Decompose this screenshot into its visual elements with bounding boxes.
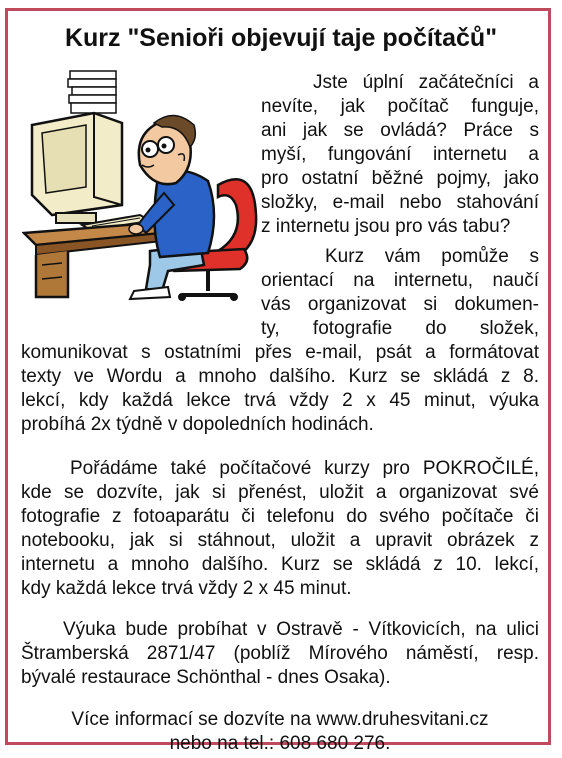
paragraph-4-line: Štramberská 2871/47 (poblíž Mírového náměstí, resp.	[21, 643, 539, 664]
paragraph-1-line: Jste úplní začátečníci a	[313, 72, 539, 93]
paragraph-4-line: bývalé restaurace Schönthal - dnes Osaka).	[21, 667, 391, 688]
paper-stack	[68, 71, 116, 113]
paragraph-3-line: fotografie z fotoaparátu či telefonu do svého počítače či	[21, 506, 539, 527]
contact-phone-line: nebo na tel.: 608 680 276.	[169, 733, 391, 754]
paragraph-2-line: vás organizovat si dokumen-	[261, 294, 539, 315]
paragraph-2-line: Kurz vám pomůže s	[325, 246, 539, 267]
paragraph-2-line: komunikovat s ostatními přes e-mail, psát a formátovat	[21, 342, 539, 363]
paragraph-1-line: složky, e-mail nebo stahování	[261, 192, 539, 213]
paragraph-3-line: kdy každá lekce trvá vždy 2 x 45 minut.	[21, 578, 352, 599]
poster-title: Kurz "Senioři objevují taje počítačů"	[64, 24, 498, 52]
paragraph-3-line: internetu a mnoho dalšího. Kurz se skládá z 10. lekcí,	[21, 554, 539, 575]
poster-frame	[5, 8, 551, 754]
paragraph-1-line: z internetu jsou pro vás tabu?	[261, 216, 511, 237]
monitor	[32, 113, 122, 223]
contact-website-line: Více informací se dozvíte na www.druhesvitani.cz	[71, 709, 489, 730]
paragraph-3-line: notebooku, jak si stáhnout, uložit a upravit obrázek z	[21, 530, 539, 551]
paragraph-2-line: probíhá 2x týdně v dopoledních hodinách.	[21, 414, 374, 435]
paragraph-2-line: orientací na internetu, naučí	[261, 270, 539, 291]
paragraph-2-line: ty, fotografie do složek,	[261, 318, 539, 339]
confused-computer-user-illustration	[22, 65, 272, 305]
paragraph-3-line: kde se dozvíte, jak si přenést, uložit a organizovat své	[21, 482, 539, 503]
paragraph-1-line: myší, fungování internetu a	[261, 144, 539, 165]
paragraph-1-line: ani jak se ovládá? Práce s	[261, 120, 539, 141]
paragraph-3-line: Pořádáme také počítačové kurzy pro POKROČILÉ,	[70, 458, 539, 479]
paragraph-4-line: Výuka bude probíhat v Ostravě - Vítkovicích, na ulici	[63, 619, 539, 640]
desk	[24, 223, 162, 297]
paragraph-2-line: texty ve Wordu a mnoho dalšího. Kurz se skládá z 8.	[21, 366, 539, 387]
paragraph-1-line: pro ostatní běžné pojmy, jako	[261, 168, 539, 189]
paragraph-2-line: lekcí, kdy každá lekce trvá vždy 2 x 45 minut, výuka	[21, 390, 539, 411]
paragraph-1-line: nevíte, jak počítač funguje,	[261, 96, 539, 117]
